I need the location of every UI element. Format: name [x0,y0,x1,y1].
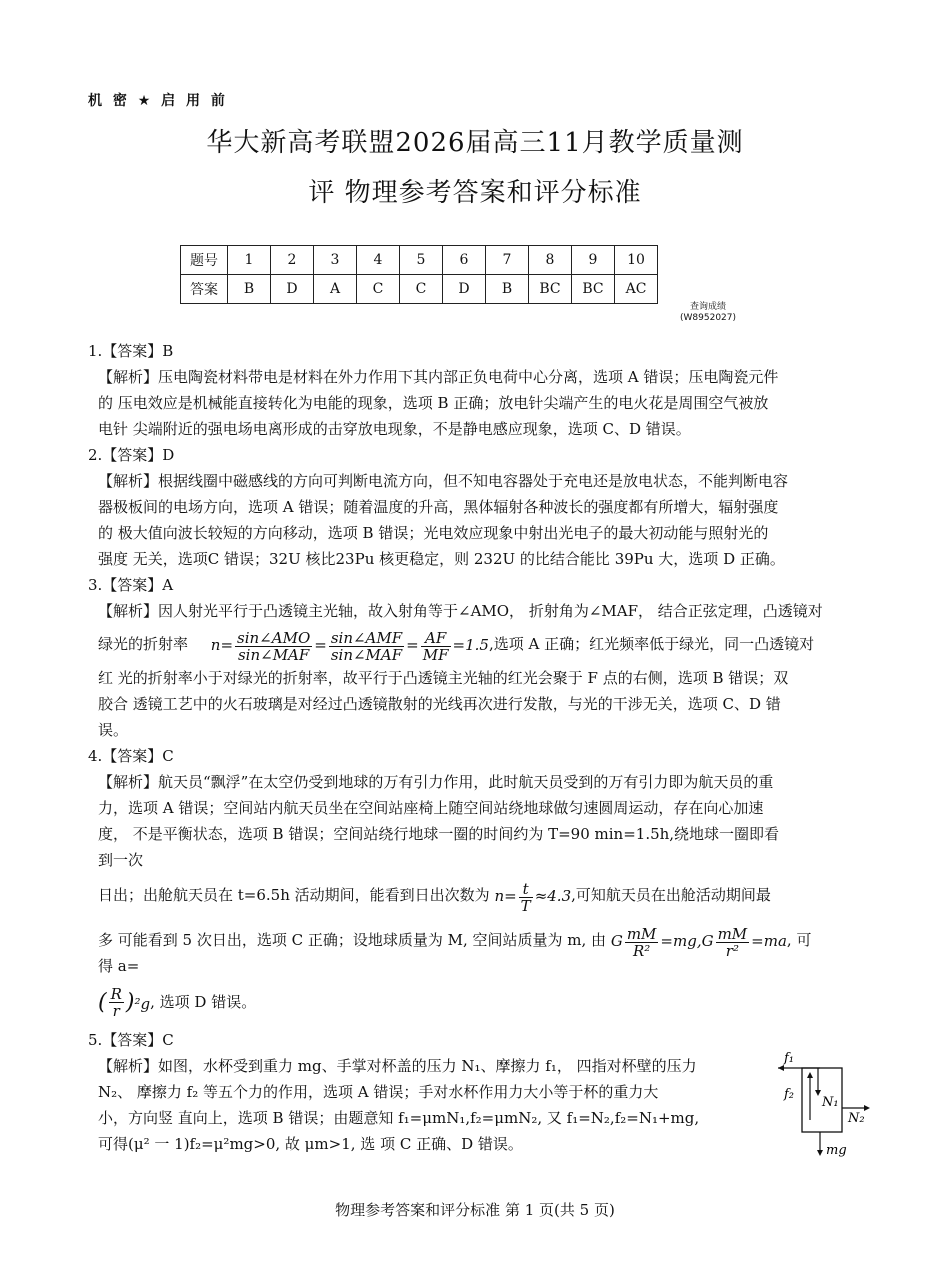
n1-label: N₁ [822,1095,839,1110]
q4-answer: 4.【答案】C [88,747,174,765]
q1-analysis-line: 【解析】压电陶瓷材料带电是材料在外力作用下其内部正负电荷中心分离，选项 A 错误；压电陶瓷元件 [98,368,779,386]
denominator: sin∠MAF [330,645,403,664]
mg-arrowhead [817,1150,823,1156]
refraction-formula: n= $\frac{\text{sin∠AMO}}{\text{sin∠MAF}}$ = $\frac{\text{sin∠AMF}}{\text{sin∠MAF}}$ = $\frac{AF}{MF}$ =1.5 [210,628,489,664]
table-cell: A [314,275,357,304]
table-cell: BC [529,275,572,304]
denominator: sin∠MAF [237,645,310,664]
formula-text: =ma [751,932,787,950]
q4-analysis-line: 得 a= [98,957,140,975]
q5-analysis-line: N₂、 摩擦力 f₂ 等五个力的作用，选项 A 错误；手对水杯作用力大小等于杯的重力大 [98,1082,659,1101]
fraction [716,926,750,959]
formula-text: G [701,932,714,950]
q4-formula-line [88,979,868,1027]
table-cell: BC [572,275,615,304]
denominator: MF [422,645,449,664]
q4-analysis-line: 【解析】航天员“飘浮”在太空仍受到地球的万有引力作用，此时航天员受到的万有引力即为航天员的重 [98,773,774,791]
table-cell: 7 [486,246,529,275]
q5-analysis-line: 可得(μ² 一 1)f₂=μ²mg>0, 故 μm>1, 选 项 C 正确、D 错误。 [98,1134,523,1153]
formula-text: ²g [134,994,151,1013]
q4-text: ,可知航天员在出舱活动期间最 [571,886,771,904]
q1-analysis-line: 电针 尖端附近的强电场电离形成的击穿放电现象，不是静电感应现象，选项 C、D 错误。 [98,420,691,438]
formula-text: G [610,932,623,950]
table-cell: 5 [400,246,443,275]
table-cell: 2 [271,246,314,275]
q4-formula-line [88,873,868,918]
table-cell: D [443,275,486,304]
page-footer: 物理参考答案和评分标准 第 1 页(共 5 页) [335,1201,615,1219]
q1-answer: 1.【答案】B [88,342,174,360]
confidential-mark: 机 密 ★ 启 用 前 [88,93,228,109]
fraction [519,881,533,914]
q4-analysis-line: 到一次 [98,851,144,869]
table-cell: 9 [572,246,615,275]
f1-label: f₁ [784,1051,795,1066]
answer-explanations [88,338,868,1157]
n2-arrowhead [864,1105,870,1111]
mg-label: mg [826,1143,847,1158]
q3-answer: 3.【答案】A [88,576,174,594]
n1-arrowhead [815,1090,821,1096]
formula-text: =mg, [660,932,702,950]
q3-formula-line [88,624,868,665]
numerator: sin∠AMF [330,628,403,647]
denominator: r² [725,941,739,960]
n2-label: N₂ [848,1111,865,1126]
table-cell: 10 [615,246,658,275]
q3-analysis-line: 【解析】因人射光平行于凸透镜主光轴，故入射角等于∠AMO， 折射角为∠MAF， 结合正弦定理，凸透镜对 [98,602,823,620]
denominator: R² [632,941,651,960]
q4-text: , 选项 D 错误。 [150,993,257,1011]
q3-text: ,选项 A 正确；红光频率低于绿光，同一凸透镜对 [488,635,815,653]
sunrise-count-formula: n= $\frac{t}{T}$ ≈4.3 [494,879,572,915]
page-subtitle: 评 物理参考答案和评分标准 [308,178,642,208]
denominator: r [112,1002,120,1020]
q4-analysis-line: 度， 不是平衡状态，选项 B 错误；空间站绕行地球一圈的时间约为 T=90 min=1.5h,绕地球一圈即看 [98,825,780,843]
q4-formula-line [88,918,868,963]
q4-text: 日出；出舱航天员在 t=6.5h 活动期间，能看到日出次数为 [98,886,490,904]
table-cell: B [486,275,529,304]
formula-text: ≈4.3 [534,887,572,905]
query-code: (W8952027) [680,313,737,323]
numerator: AF [421,630,451,647]
q3-analysis-line: 胶合 透镜工艺中的火石玻璃是对经过凸透镜散射的光线再次进行发散，与光的干涉无关，选项 C、D 错 [98,695,781,713]
gravity-formula [611,919,787,963]
query-link[interactable] [680,302,736,324]
q4-text: , 可 [786,931,812,949]
cup-force-diagram [770,1050,880,1160]
table-cell: 1 [228,246,271,275]
q3-analysis-line: 红 光的折射率小于对绿光的折射率，故平行于凸透镜主光轴的红光会聚于 F 点的右侧，选项 B 错误；双 [98,669,789,687]
table-cell: C [400,275,443,304]
q2-analysis-line: 的 极大值向波长较短的方向移动，选项 B 错误；光电效应现象中射出光电子的最大初动能与照射光的 [98,524,769,542]
q4-analysis-line: 力，选项 A 错误；空间站内航天员坐在空间站座椅上随空间站绕地球做匀速圆周运动，存在向心加速 [98,799,764,817]
answer-table-row-answers [181,275,658,304]
q2-analysis-line: 强度 无关，选项C 错误；32U 核比23Pu 核更稳定，则 232U 的比结合能比 39Pu 大，选项 D 正确。 [98,550,785,568]
fraction [235,630,312,663]
table-header: 答案 [181,275,228,304]
q1-analysis-line: 的 压电效应是机械能直接转化为电能的现象，选项 B 正确；放电针尖端产生的电火花是周围空气被放 [98,394,769,412]
query-label: 查询成绩 [690,302,727,312]
q5-answer: 5.【答案】C [88,1030,174,1049]
table-cell: AC [615,275,658,304]
q2-analysis-line: 【解析】根据线圈中磁感线的方向可判断电流方向，但不知电容器处于充电还是放电状态，不能判断电容 [98,472,789,490]
answer-table-row-numbers [181,246,658,275]
q5-analysis-line: 【解析】如图，水杯受到重力 mg、手掌对杯盖的压力 N₁、摩擦力 f₁， 四指对杯壁的压力 [98,1056,697,1075]
table-cell: 3 [314,246,357,275]
denominator: T [520,896,531,915]
f2-arrowhead [807,1072,813,1078]
numerator: sin∠AMO [237,628,311,647]
numerator: mM [717,924,748,943]
table-cell: B [228,275,271,304]
q3-text: 绿光的折射率 [98,635,189,653]
fraction [421,630,451,663]
numerator: mM [626,924,657,943]
table-cell: 4 [357,246,400,275]
table-cell: C [357,275,400,304]
table-cell: D [271,275,314,304]
table-header: 题号 [181,246,228,275]
table-cell: 6 [443,246,486,275]
f2-label: f₂ [784,1087,795,1102]
q2-analysis-line: 器极板间的电场方向，选项 A 错误；随着温度的升高，黑体辐射各种波长的强度都有所增大，辐射强度 [98,498,779,516]
acceleration-formula: ( $\frac{R}{r}$ )²g [98,985,151,1020]
fraction [109,986,124,1019]
q2-answer: 2.【答案】D [88,446,175,464]
q5-analysis-line: 小，方向竖 直向上，选项 B 错误；由题意知 f₁=μmN₁,f₂=μmN₂, 又 f₁=N₂,f₂=N₁+mg, [98,1108,700,1127]
formula-text: n= [210,636,234,654]
page-title: 华大新高考联盟2026届高三11月教学质量测 [206,128,744,158]
table-cell: 8 [529,246,572,275]
fraction [625,926,659,959]
numerator: R [110,985,122,1003]
q3-analysis-line: 误。 [98,721,129,739]
q4-text: 多 可能看到 5 次日出，选项 C 正确；设地球质量为 M, 空间站质量为 m, 由 [98,931,607,949]
numerator: t [519,881,533,898]
fraction [329,630,404,663]
answer-table [180,245,658,304]
formula-text: =1.5 [452,636,489,654]
